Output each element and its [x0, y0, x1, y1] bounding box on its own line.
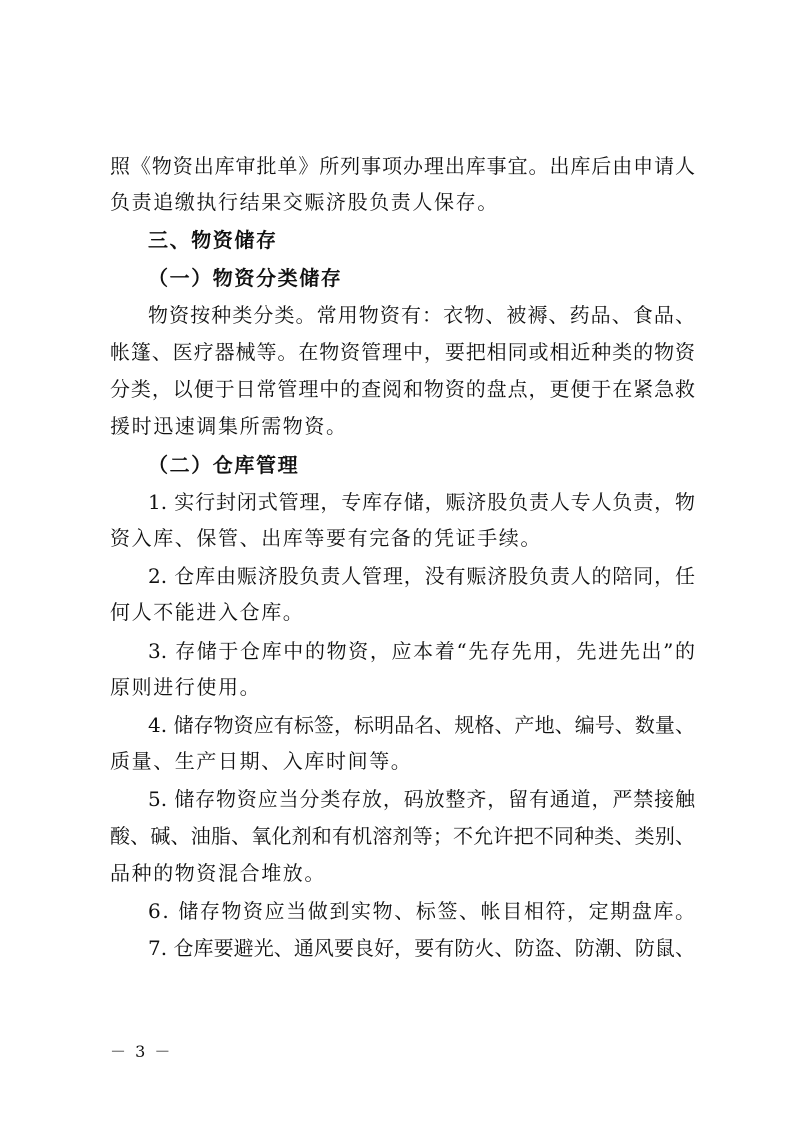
subsection-heading: （二）仓库管理	[148, 453, 300, 477]
subsection-heading: （一）物资分类储存	[148, 266, 343, 290]
paragraph-line: 7. 仓库要避光、通风要良好，要有防火、防盗、防潮、防鼠、	[148, 936, 695, 960]
paragraph-line: 酸、碱、油脂、氧化剂和有机溶剂等；不允许把不同种类、类别、	[110, 824, 695, 848]
paragraph-line: 照《物资出库审批单》所列事项办理出库事宜。出库后由申请人	[110, 154, 695, 178]
paragraph-line: 5. 储存物资应当分类存放，码放整齐，留有通道，严禁接触	[148, 787, 695, 811]
paragraph-line: 2. 仓库由赈济股负责人管理，没有赈济股负责人的陪同，任	[148, 564, 695, 588]
paragraph-line: 负责追缴执行结果交赈济股负责人保存。	[110, 190, 499, 214]
paragraph-line: 6. 储存物资应当做到实物、标签、帐目相符，定期盘库。	[148, 899, 697, 923]
paragraph-line: 物资按种类分类。常用物资有：衣物、被褥、药品、食品、	[148, 303, 695, 327]
paragraph-line: 援时迅速调集所需物资。	[110, 414, 348, 438]
paragraph-line: 帐篷、医疗器械等。在物资管理中，要把相同或相近种类的物资	[110, 340, 695, 364]
paragraph-line: 3. 存储于仓库中的物资，应本着“先存先用，先进先出”的	[148, 639, 695, 663]
paragraph-line: 4. 储存物资应有标签，标明品名、规格、产地、编号、数量、	[148, 713, 695, 737]
paragraph-line: 分类，以便于日常管理中的查阅和物资的盘点，更便于在紧急救	[110, 377, 695, 401]
paragraph-line: 品种的物资混合堆放。	[110, 861, 326, 885]
page-number: － 3 －	[110, 1042, 173, 1061]
paragraph-line: 何人不能进入仓库。	[110, 600, 305, 624]
paragraph-line: 资入库、保管、出库等要有完备的凭证手续。	[110, 526, 542, 550]
paragraph-line: 原则进行使用。	[110, 675, 262, 699]
paragraph-line: 质量、生产日期、入库时间等。	[110, 749, 413, 773]
section-heading: 三、物资储存	[148, 228, 278, 252]
paragraph-line: 1. 实行封闭式管理，专库存储，赈济股负责人专人负责，物	[148, 490, 695, 514]
